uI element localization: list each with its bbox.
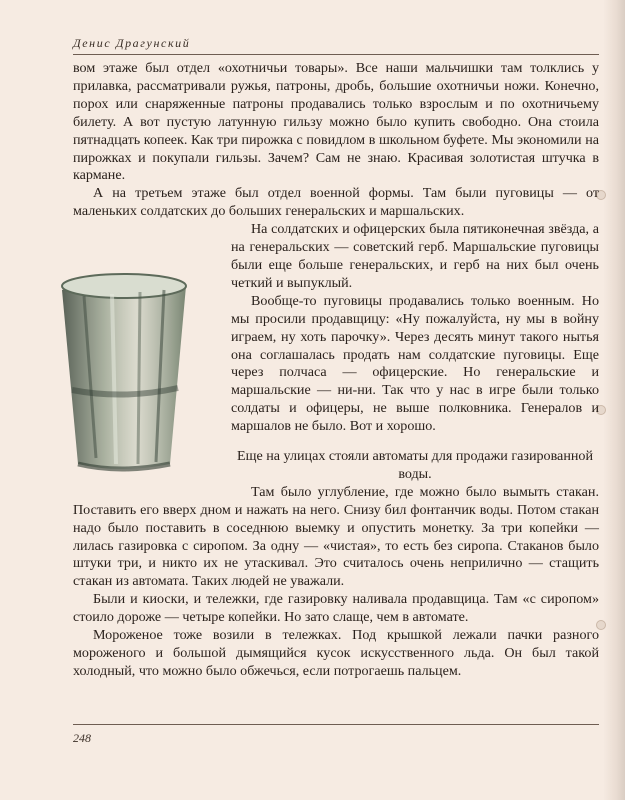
paragraph: А на третьем этаже был отдел военной формы. Там были пуговицы — от маленьких солдатских до больших генеральских и маршальских. (73, 185, 599, 220)
paragraph-centered: Еще на улицах стояли автоматы для продажи газированной воды. (236, 448, 593, 482)
glass-facet (138, 292, 140, 464)
glass-rim (62, 274, 186, 298)
header-rule (73, 54, 599, 55)
paragraph: Мороженое тоже возили в тележках. Под крышкой лежали пачки разного мороженого и большой дымящийся кусок искусственного льда. Он был такой холодный, что можно было обжечься, если потрогаешь пальцем. (73, 627, 599, 679)
paragraph: Там было углубление, где можно было вымыть стакан. Поставить его вверх дном и нажать на него. Снизу бил фонтанчик воды. Потом стакан надо было поставить в соседнюю выемку и опустить монетку. За три копейки — лилась газировка с сиропом. За одну — «чистая», то есть без сиропа. Стаканов было штуки три, и никто их не утаскивал. Это считалось очень неприлично — стащить стакан из автомата. Таких людей не уважали. (73, 483, 599, 590)
paragraph: Вообще-то пуговицы продавались только военным. Но мы просили продавщицу: «Ну пожалуйста, ну мы в войну играем, ну хоть парочку». Через десять минут такого нытья она соглашалась продать нам солдатские пуговицы. Еще через полчаса — офицерские. Но генеральские и маршальские — ни-ни. Так что у нас в игре были только солдаты и офицеры, не выше полковника. Генералов и маршалов не было. Вот и хорошо. (231, 292, 599, 435)
page-edge-shadow (603, 0, 625, 800)
page-number: 248 (73, 731, 91, 745)
footer-rule (73, 724, 599, 725)
paragraph: Были и киоски, и тележки, где газировку наливала продавщица. Там «с сиропом» стоило дороже — четыре копейки. Но зато слаще, чем в автомате. (73, 591, 599, 626)
running-header: Денис Драгунский (73, 36, 191, 50)
paragraph: На солдатских и офицерских была пятиконечная звёзда, а на генеральских — советский герб. Маршальские пуговицы были еще больше генеральских, и герб на них был очень четкий и выпуклый. (231, 221, 599, 291)
glass-body (62, 280, 186, 469)
glass-illustration (54, 268, 192, 472)
paragraph: вом этаже был отдел «охотничьи товары». Все наши мальчишки там толклись у прилавка, рассматривали ружья, патроны, дробь, большие охотничьи ножи. Конечно, порох или снаряженные патроны продавались только взрослым и по охотничьему билету. А вот пустую латунную гильзу можно было купить свободно. Она стоила пятнадцать копеек. Как три пирожка с повидлом в школьном буфете. Мы экономили на пирожках и покупали гильзы. Зачем? Сам не знаю. Красивая золотистая штучка в кармане. (73, 60, 599, 184)
